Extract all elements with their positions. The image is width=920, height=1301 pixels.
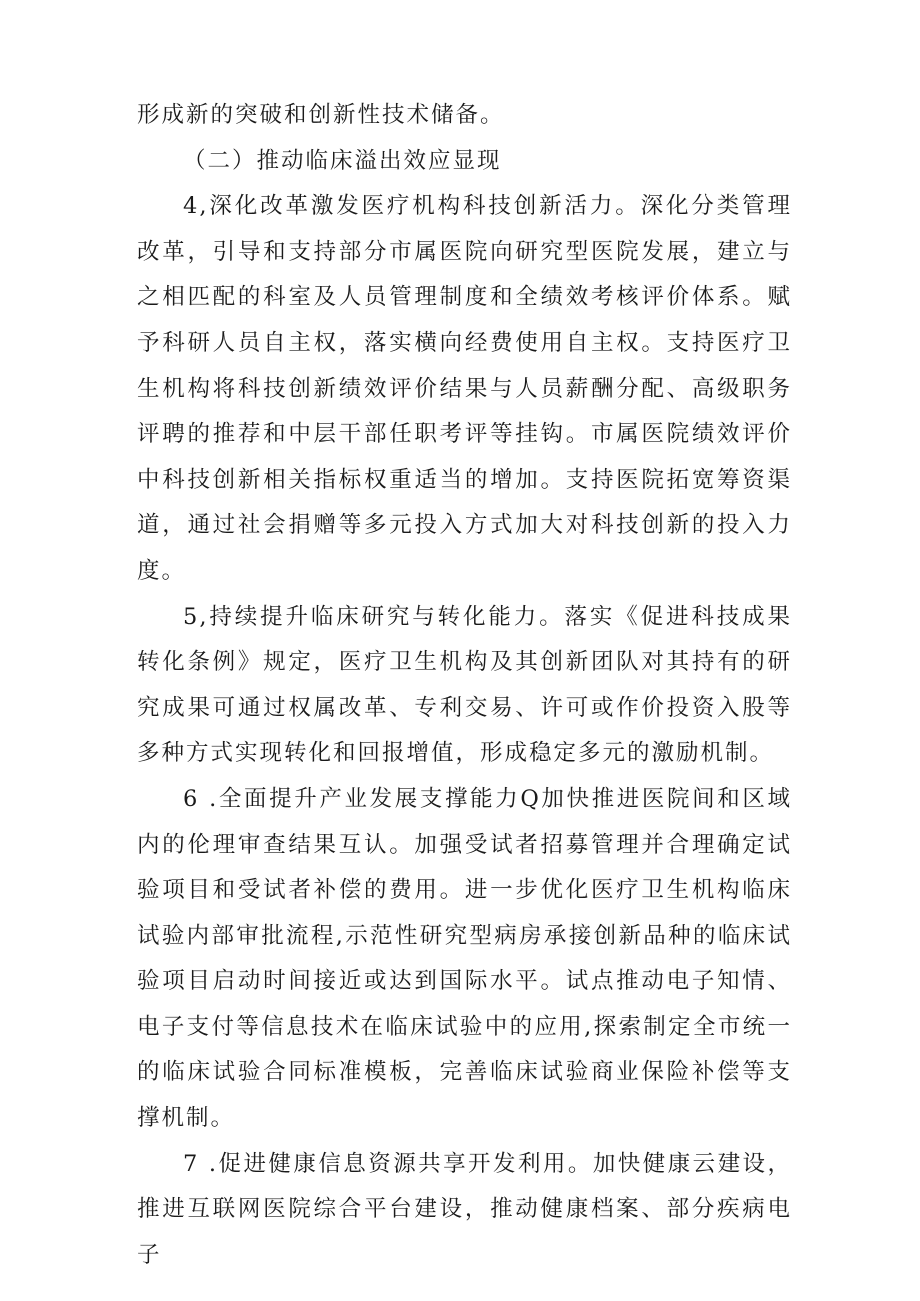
paragraph-item-7: 7 .促进健康信息资源共享开发利用。加快健康云建设，推进互联网医院综合平台建设，推动健康档案、部分疾病电子 [137,1150,792,1268]
paragraph-item-5: 5,持续提升临床研究与转化能力。落实《促进科技成果转化条例》规定，医疗卫生机构及其创新团队对其持有的研究成果可通过权属改革、专利交易、许可或作价投资入股等多种方式实现转化和回报增值，形成稳定多元的激励机制。 [137,603,792,767]
paragraph-item-6: 6 .全面提升产业发展支撑能力Q加快推进医院间和区域内的伦理审查结果互认。加强受试者招募管理并合理确定试验项目和受试者补偿的费用。进一步优化医疗卫生机构临床试验内部审批流程,示范性研究型病房承接创新品种的临床试验项目启动时间接近或达到国际水平。试点推动电子知情、电子支付等信息技术在临床试验中的应用,探索制定全市统一的临床试验合同标准模板，完善临床试验商业保险补偿等支撑机制。 [137,785,792,1132]
document-body [137,93,792,1278]
paragraph-item-4: 4,深化改革激发医疗机构科技创新活力。深化分类管理改革，引导和支持部分市属医院向研究型医院发展，建立与之相匹配的科室及人员管理制度和全绩效考核评价体系。赋予科研人员自主权，落实横向经费使用自主权。支持医疗卫生机构将科技创新绩效评价结果与人员薪酬分配、高级职务评聘的推荐和中层干部任职考评等挂钩。市属医院绩效评价中科技创新相关指标权重适当的增加。支持医院拓宽筹资渠道，通过社会捐赠等多元投入方式加大对科技创新的投入力度。 [137,193,792,584]
section-heading: （二）推动临床溢出效应显现 [183,147,502,174]
continuation-line: 形成新的突破和创新性技术储备。 [137,102,505,128]
